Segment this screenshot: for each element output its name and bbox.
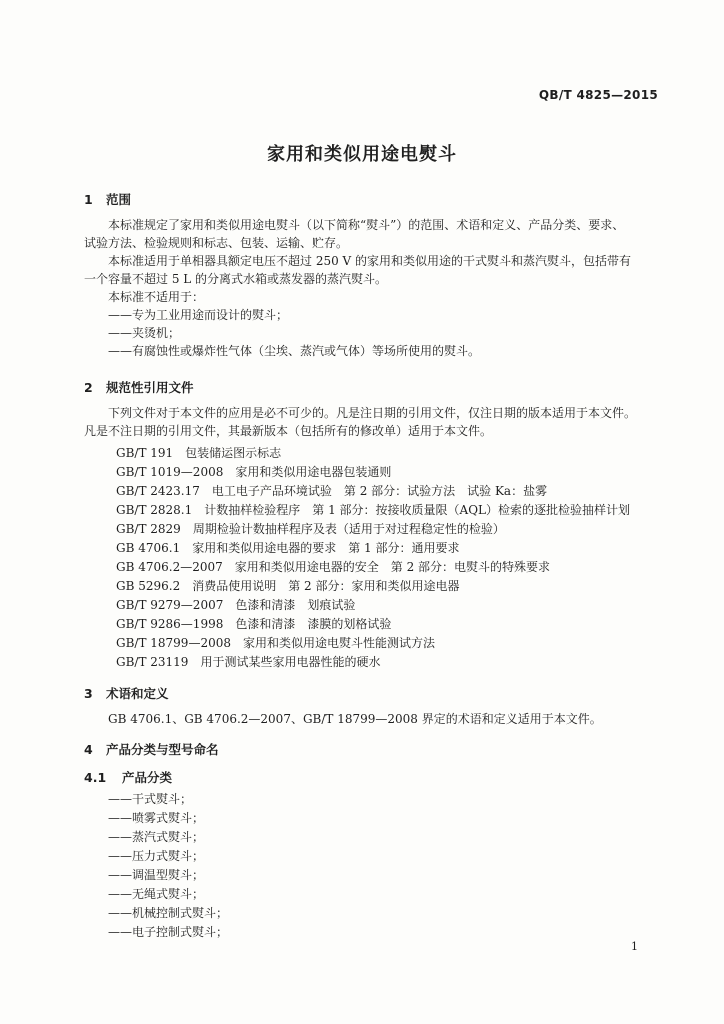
reference-title: 色漆和清漆 划痕试验 [235, 598, 356, 612]
reference-code: GB/T 191 [116, 446, 174, 460]
reference-title: 包装储运图示标志 [185, 446, 282, 460]
paragraph-line: 凡是不注日期的引用文件，其最新版本（包括所有的修改单）适用于本文件。 [84, 424, 493, 438]
reference-item [116, 577, 459, 594]
section-title: 规范性引用文件 [106, 380, 194, 395]
section-2-body [84, 404, 660, 440]
reference-item [116, 634, 435, 651]
reference-item [116, 596, 355, 613]
exclusion-item: ——有腐蚀性或爆炸性气体（尘埃、蒸汽或气体）等场所使用的熨斗。 [108, 344, 481, 358]
classification-item: ——喷雾式熨斗； [108, 811, 205, 825]
reference-code: GB 5296.2 [116, 579, 181, 593]
reference-code: GB/T 1019—2008 [116, 465, 224, 479]
classification-item: ——蒸汽式熨斗； [108, 830, 205, 844]
reference-title: 电工电子产品环境试验 第 2 部分：试验方法 试验 Ka：盐雾 [211, 484, 548, 498]
classification-item: ——压力式熨斗； [108, 849, 205, 863]
section-title: 产品分类与型号命名 [106, 742, 219, 757]
paragraph-line: 试验方法、检验规则和标志、包装、运输、贮存。 [84, 236, 349, 250]
paragraph-line: 下列文件对于本文件的应用是必不可少的。凡是注日期的引用文件，仅注日期的版本适用于本文件。 [108, 406, 637, 420]
section-2-heading [84, 378, 194, 396]
reference-title: 家用和类似用途电器包装通则 [235, 465, 392, 479]
reference-title: 色漆和清漆 漆膜的划格试验 [235, 617, 392, 631]
reference-item [116, 615, 391, 632]
section-title: 术语和定义 [106, 686, 169, 701]
section-number: 1 [84, 192, 93, 207]
paragraph-line: 一个容量不超过 5 L 的分离式水箱或蒸发器的蒸汽熨斗。 [84, 272, 388, 286]
reference-code: GB/T 18799—2008 [116, 636, 231, 650]
section-1-body [84, 216, 660, 360]
reference-title: 家用和类似用途电器的要求 第 1 部分：通用要求 [192, 541, 460, 555]
reference-title: 用于测试某些家用电器性能的硬水 [200, 655, 381, 669]
reference-code: GB/T 9279—2007 [116, 598, 224, 612]
reference-item [116, 653, 380, 670]
section-number: 4 [84, 742, 93, 757]
section-title: 范围 [106, 192, 132, 207]
reference-code: GB/T 23119 [116, 655, 189, 669]
reference-item [116, 520, 505, 537]
section-3-body [84, 710, 660, 728]
paragraph-line: GB 4706.1、GB 4706.2—2007、GB/T 18799—2008 界定的术语和定义适用于本文件。 [108, 712, 602, 726]
reference-title: 家用和类似用途电器的安全 第 2 部分：电熨斗的特殊要求 [234, 560, 551, 574]
subsection-number: 4.1 [84, 770, 107, 785]
page-number: 1 [631, 940, 638, 953]
reference-code: GB 4706.1 [116, 541, 181, 555]
reference-item [116, 482, 547, 499]
reference-code: GB/T 2423.17 [116, 484, 200, 498]
subsection-4-1-heading [84, 768, 172, 786]
standard-code: QB/T 4825—2015 [538, 88, 658, 102]
exclusion-item: ——夹烫机； [108, 326, 181, 340]
section-1-heading [84, 190, 131, 208]
classification-item: ——电子控制式熨斗； [108, 925, 229, 939]
paragraph-line: 本标准适用于单相器具额定电压不超过 250 V 的家用和类似用途的干式熨斗和蒸汽熨斗，包括带有 [108, 254, 632, 268]
reference-code: GB 4706.2—2007 [116, 560, 223, 574]
classification-item: ——调温型熨斗； [108, 868, 205, 882]
reference-item [116, 501, 630, 518]
reference-item [116, 463, 391, 480]
reference-title: 周期检验计数抽样程序及表（适用于对过程稳定性的检验） [192, 522, 505, 536]
section-number: 3 [84, 686, 93, 701]
reference-item [116, 558, 550, 575]
reference-item [116, 539, 459, 556]
exclusion-item: ——专为工业用途而设计的熨斗； [108, 308, 289, 322]
classification-item: ——机械控制式熨斗； [108, 906, 229, 920]
reference-title: 计数抽样检验程序 第 1 部分：按接收质量限（AQL）检索的逐批检验抽样计划 [204, 503, 631, 517]
section-number: 2 [84, 380, 93, 395]
document-title: 家用和类似用途电熨斗 [267, 144, 457, 165]
reference-code: GB/T 2828.1 [116, 503, 193, 517]
classification-item: ——无绳式熨斗； [108, 887, 205, 901]
reference-code: GB/T 2829 [116, 522, 181, 536]
reference-title: 消费品使用说明 第 2 部分：家用和类似用途电器 [192, 579, 460, 593]
reference-title: 家用和类似用途电熨斗性能测试方法 [242, 636, 435, 650]
paragraph-line: 本标准规定了家用和类似用途电熨斗（以下简称“熨斗”）的范围、术语和定义、产品分类、要求、 [108, 218, 625, 232]
subsection-title: 产品分类 [122, 770, 173, 785]
reference-item [116, 444, 281, 461]
reference-code: GB/T 9286—1998 [116, 617, 224, 631]
section-3-heading [84, 684, 169, 702]
classification-item: ——干式熨斗； [108, 792, 193, 806]
paragraph-line: 本标准不适用于： [108, 290, 205, 304]
section-4-heading [84, 740, 219, 758]
